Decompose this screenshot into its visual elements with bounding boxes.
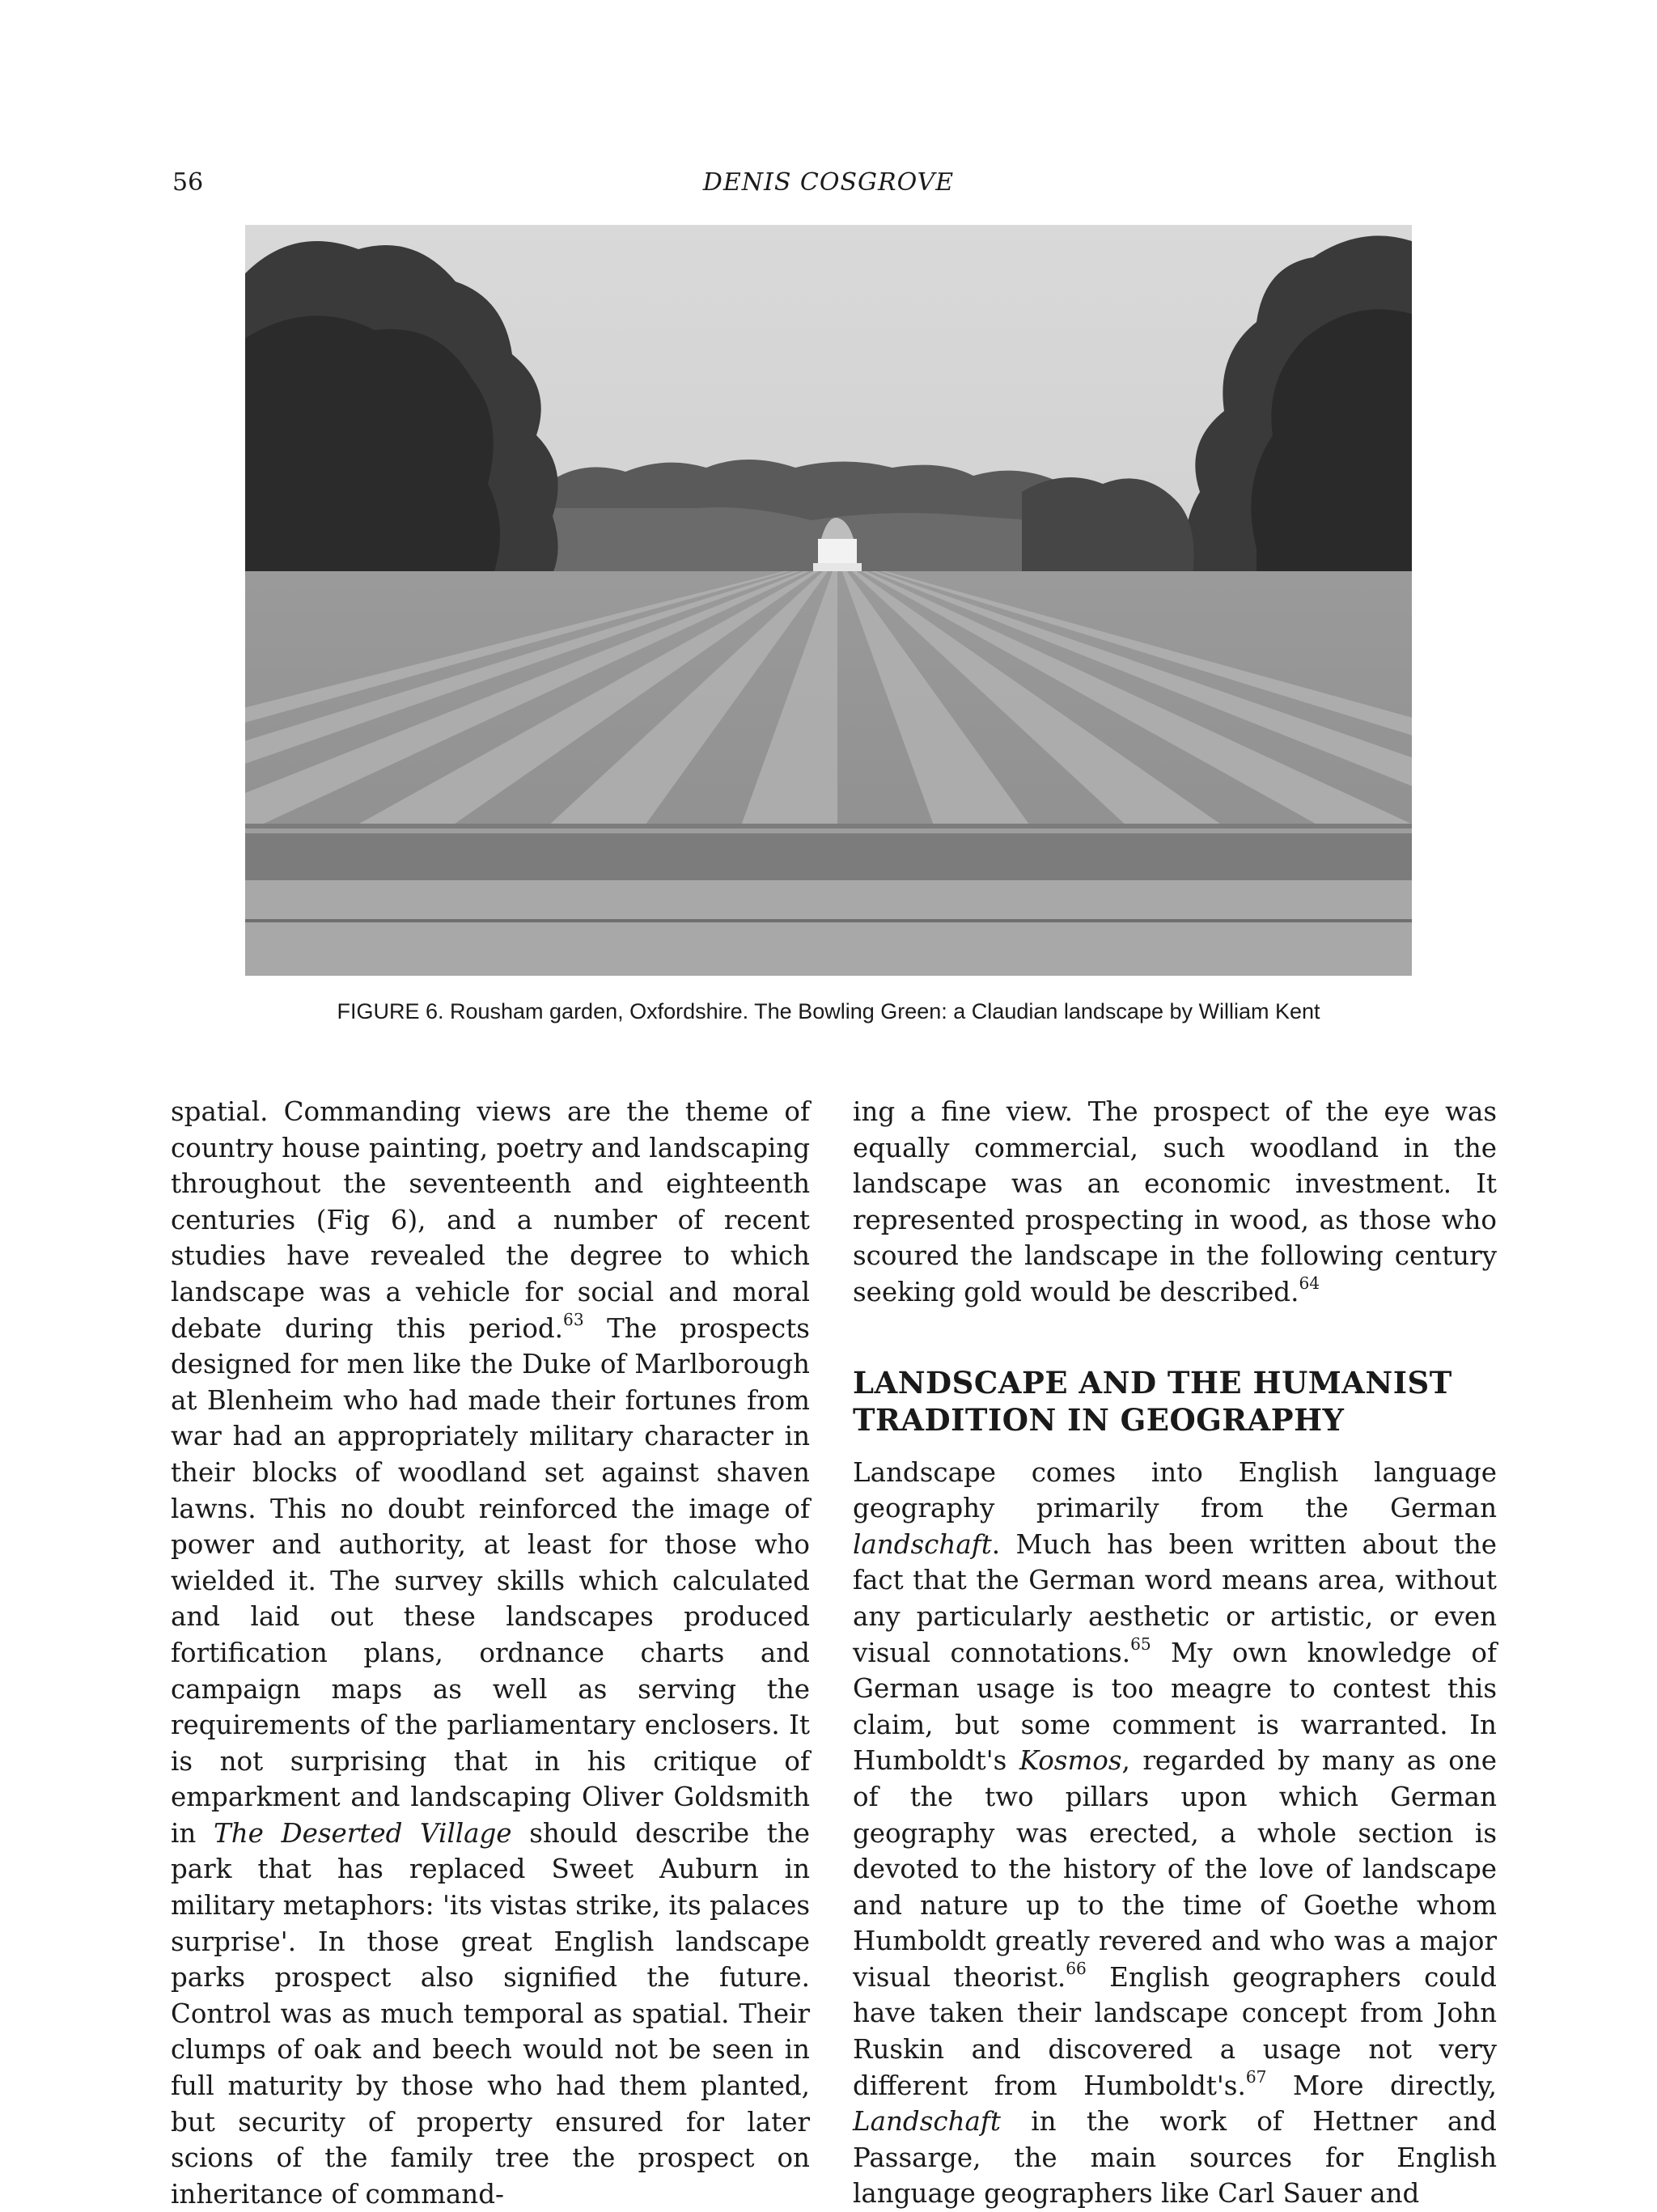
figure-caption: FIGURE 6. Rousham garden, Oxfordshire. The Bowling Green: a Claudian landscape by William Kent xyxy=(337,999,1320,1023)
figure-photo xyxy=(245,225,1412,976)
right-column xyxy=(853,1094,1497,2212)
page-number: 56 xyxy=(172,168,204,197)
footnote-ref: 64 xyxy=(1299,1273,1320,1293)
footnote-ref: 66 xyxy=(1066,1958,1087,1978)
bowling-green-photo xyxy=(245,225,1412,976)
footnote-ref: 65 xyxy=(1130,1634,1151,1654)
body-paragraph: spatial. Commanding views are the theme of country house painting, poetry and landscaping throughout the seventeenth and eighteenth centuries (Fig 6), and a number of recent studies have revealed the degree to which landscape was a vehicle for social and moral debate during this period.$^{63}$ The prospects designed for men like the Duke of Marlborough at Blenheim who had made their fortunes from war had an appropriately military character in their blocks of woodland set against shaven lawns. This no doubt reinforced the image of power and authority, at least for those who wielded it. The survey skills which calculated and laid out these landscapes produced fortification plans, ordnance charts and campaign maps as well as serving the requirements of the parliamentary enclosers. It is not surprising that in his critique of emparkment and landscaping Oliver Goldsmith in The Deserted Village should describe the park that has replaced Sweet Auburn in military metaphors: 'its vistas strike, its palaces surprise'. In those great English landscape parks prospect also signified the future. Control was as much temporal as spatial. Their clumps of oak and beech would not be seen in full maturity by those who had them planted, but security of property ensured for later scions of the family tree the prospect on inheritance of command- xyxy=(171,1096,811,2210)
book-title: Kosmos xyxy=(1019,1745,1122,1777)
section-heading: LANDSCAPE AND THE HUMANIST TRADITION IN GEOGRAPHY xyxy=(853,1364,1452,1438)
italic-term: landschaft xyxy=(853,1528,992,1560)
footnote-ref: 67 xyxy=(1245,2066,1267,2087)
running-head: DENIS COSGROVE xyxy=(702,168,955,197)
footnote-ref: 63 xyxy=(563,1309,584,1329)
left-column xyxy=(171,1094,810,2212)
book-title: The Deserted Village xyxy=(214,1817,512,1849)
italic-term: Landschaft xyxy=(853,2106,1001,2138)
body-paragraph: Landscape comes into English language geography primarily from the German landschaft. Much has been written about the fact that the German word means area, without any particularly aesthetic or artistic, or even visual connotations.$^{65}$ My own knowledge of German usage is too meagre to contest this claim, but some comment is warranted. In Humboldt's Kosmos, regarded by many as one of the two pillars upon which German geography was erected, a whole section is devoted to the history of the love of landscape and nature up to the time of Goethe whom Humboldt greatly revered and who was a major visual theorist.$^{66}$ English geographers could have taken their landscape concept from John Ruskin and discovered a usage not very different from Humboldt's.$^{67}$ More directly, Landschaft in the work of Hettner and Passarge, the main sources for English language geographers like Carl Sauer and xyxy=(853,1456,1498,2210)
body-paragraph: ing a fine view. The prospect of the eye was equally commercial, such woodland in the landscape was an economic investment. It represented prospecting in wood, as those who scoured the landscape in the following century seeking gold would be described.$^{64}$ xyxy=(853,1096,1497,1307)
